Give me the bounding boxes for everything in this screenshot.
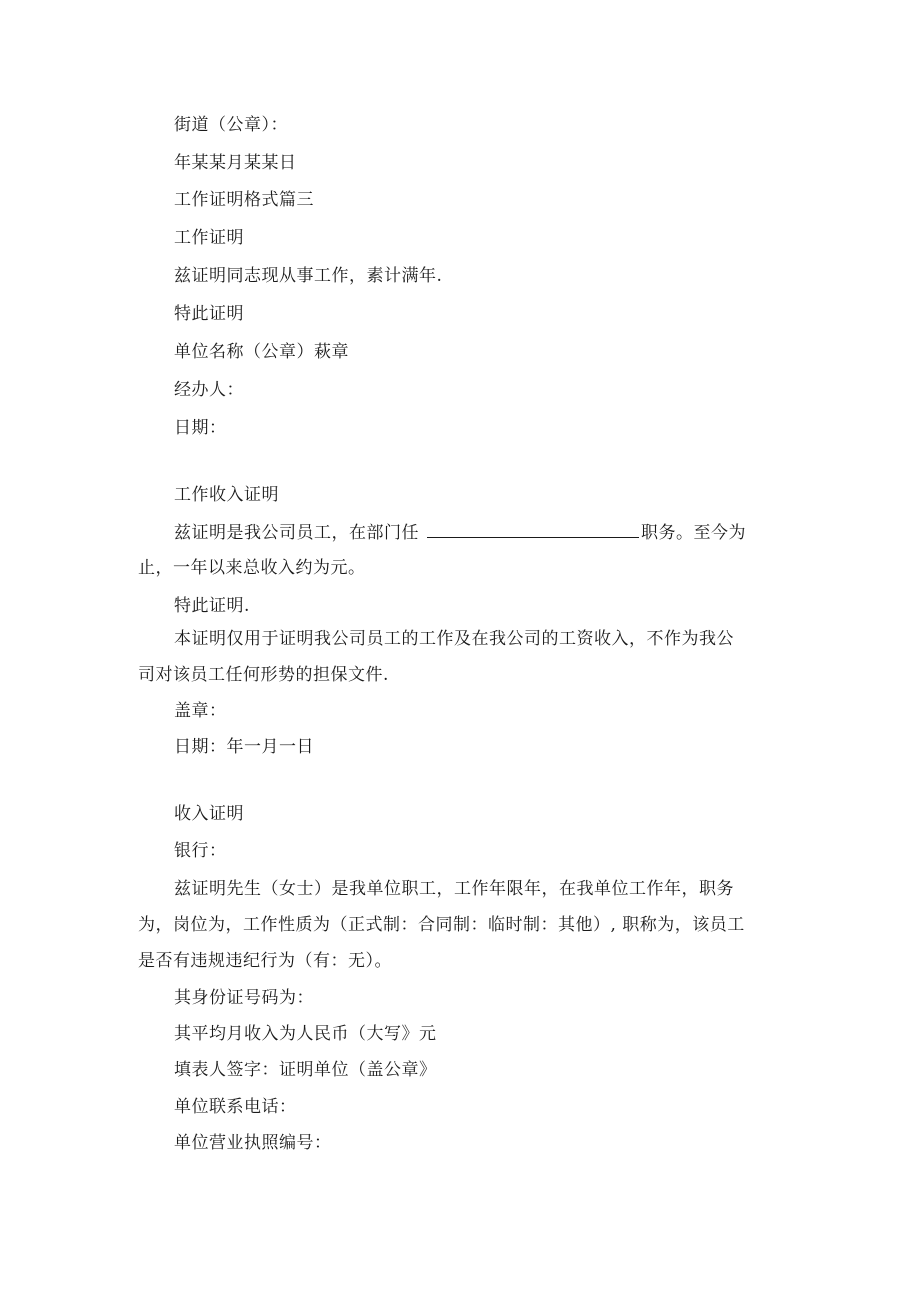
date-line: 日期： xyxy=(174,418,227,438)
employee-paragraph-line-3: 是否有违规违纪行为（有：无）。 xyxy=(138,951,392,971)
hereby-certify-2: 特此证明. xyxy=(174,596,250,616)
unit-phone-line: 单位联系电话： xyxy=(174,1097,297,1117)
income-proof-title: 收入证明 xyxy=(174,804,244,824)
usage-paragraph-line-2: 司对该员工任何形势的担保文件. xyxy=(138,665,389,685)
unit-name-seal: 单位名称（公章）萩章 xyxy=(174,342,349,362)
income-paragraph-text-a: 兹证明是我公司员工，在部门任 xyxy=(174,523,419,543)
usage-paragraph-line-1: 本证明仅用于证明我公司员工的工作及在我公司的工资收入，不作为我公 xyxy=(174,629,734,649)
certificate-title: 工作证明 xyxy=(174,228,244,248)
seal-line: 盖章： xyxy=(174,701,227,721)
employee-paragraph-line-1: 兹证明先生（女士）是我单位职工，工作年限年，在我单位工作年，职务 xyxy=(174,879,734,899)
certificate-body: 兹证明同志现从事工作，素计满年. xyxy=(174,266,443,286)
employee-paragraph-line-2: 为，岗位为，工作性质为（正式制：合同制：临时制：其他）, 职称为，该员工 xyxy=(138,915,745,935)
bank-line: 银行： xyxy=(174,841,227,861)
section-heading: 工作证明格式篇三 xyxy=(174,190,314,210)
hereby-certify: 特此证明 xyxy=(174,304,244,324)
signature-line: 填表人签字：证明单位（盖公章》 xyxy=(174,1060,437,1080)
position-blank xyxy=(427,521,639,538)
income-paragraph-line-1 xyxy=(174,521,746,544)
income-certificate-title: 工作收入证明 xyxy=(174,485,279,505)
street-seal-line: 街道（公章）： xyxy=(174,115,288,135)
id-number-line: 其身份证号码为： xyxy=(174,988,314,1008)
income-paragraph-text-b: 职务。至今为 xyxy=(641,523,746,543)
date-placeholder-line: 年某某月某某日 xyxy=(174,153,297,173)
handler-line: 经办人： xyxy=(174,380,244,400)
income-paragraph-line-2: 止，一年以来总收入约为元。 xyxy=(138,558,366,578)
business-license-line: 单位营业执照编号： xyxy=(174,1133,332,1153)
date-line-2: 日期：年一月一日 xyxy=(174,737,314,757)
monthly-income-line: 其平均月收入为人民币（大写》元 xyxy=(174,1024,437,1044)
